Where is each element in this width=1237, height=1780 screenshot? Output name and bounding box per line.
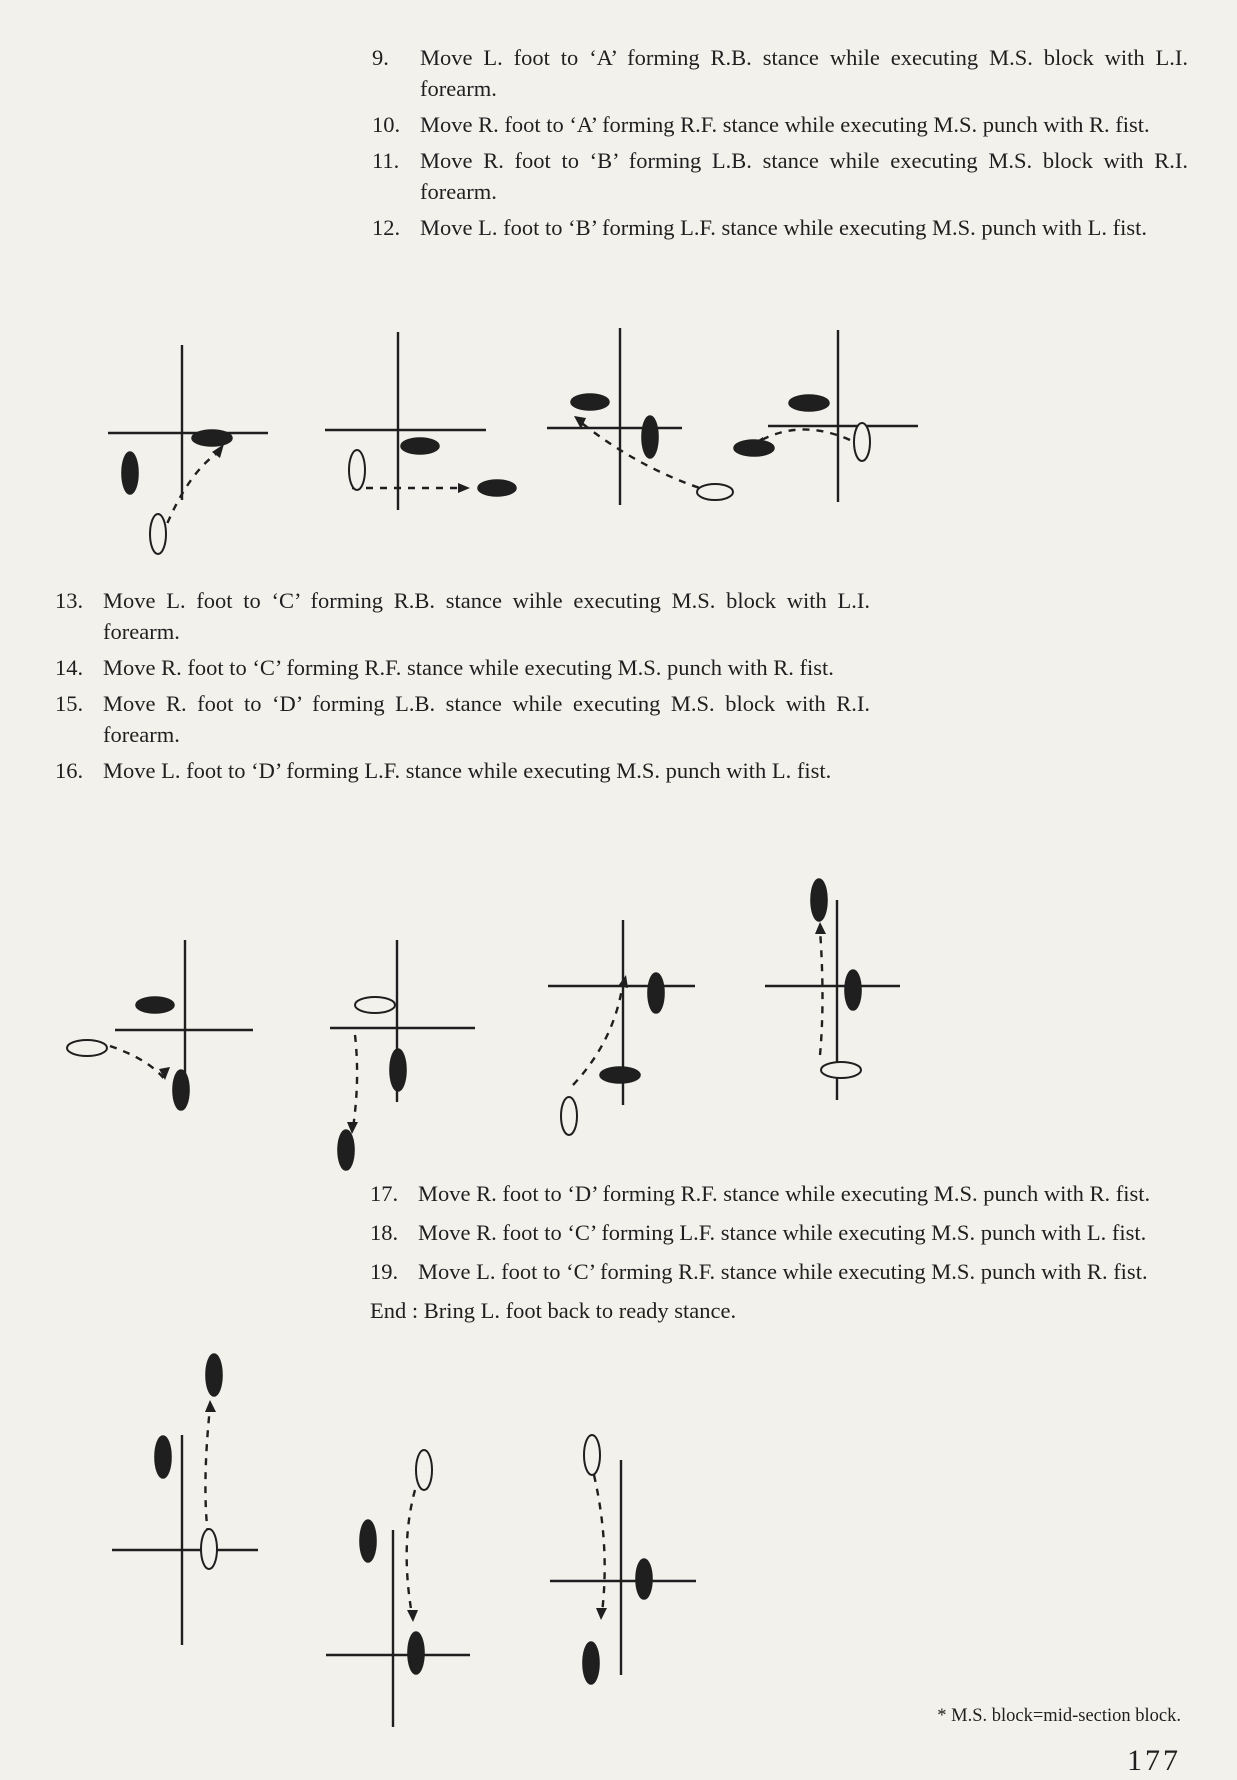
step-item (370, 1217, 1182, 1248)
step-number: 13. (55, 588, 84, 613)
step-text: Move R. foot to ‘D’ forming L.B. stance while executing M.S. block with R.I. forearm. (103, 691, 870, 747)
step-number: 19. (370, 1259, 399, 1284)
step-item (55, 585, 870, 647)
step-text: Move L. foot to ‘C’ forming R.F. stance while executing M.S. punch with R. fist. (418, 1259, 1148, 1284)
diagram-row-1 (100, 340, 940, 565)
step-text: Move R. foot to ‘C’ forming R.F. stance while executing M.S. punch with R. fist. (103, 655, 834, 680)
step-list-9-12 (372, 42, 1188, 248)
step-item (55, 652, 870, 683)
diagram-row-3 (110, 1345, 710, 1735)
step-number: 9. (372, 45, 389, 70)
footprint-icons (136, 879, 861, 1170)
step-number: 15. (55, 691, 84, 716)
step-item (370, 1256, 1182, 1287)
step-text: Move L. foot to ‘B’ forming L.F. stance while executing M.S. punch with L. fist. (420, 215, 1148, 240)
step-number: 18. (370, 1220, 399, 1245)
footprint-icons (155, 1354, 652, 1684)
step-item (55, 755, 870, 786)
step-number: 17. (370, 1181, 399, 1206)
step-list-13-16 (55, 585, 870, 791)
end-instruction: End : Bring L. foot back to ready stance. (370, 1298, 737, 1323)
step-text: Move R. foot to ‘B’ forming L.B. stance while executing M.S. block with R.I. forearm. (420, 148, 1188, 204)
footprint-icons (122, 394, 829, 496)
step-text: Move L. foot to ‘D’ forming L.F. stance while executing M.S. punch with L. fist. (103, 758, 832, 783)
step-number: 16. (55, 758, 84, 783)
step-item (55, 688, 870, 750)
step-number: 11. (372, 148, 400, 173)
footnote: * M.S. block=mid-section block. (937, 1706, 1181, 1726)
page-number: 177 (1127, 1744, 1181, 1777)
step-item (370, 1178, 1182, 1209)
step-text: Move R. foot to ‘C’ forming L.F. stance while executing M.S. punch with L. fist. (418, 1220, 1147, 1245)
step-item (372, 42, 1188, 104)
step-item (372, 212, 1188, 243)
footwork-diagram-row-3 (110, 1345, 710, 1735)
footprint-outline-icons (201, 1435, 600, 1569)
footwork-diagram-row-1 (100, 340, 940, 565)
footwork-diagram-row-2 (55, 870, 915, 1180)
step-text: Move L. foot to ‘A’ forming R.B. stance while executing M.S. block with L.I. forearm. (420, 45, 1188, 101)
step-number: 14. (55, 655, 84, 680)
step-item (372, 145, 1188, 207)
step-text: Move R. foot to ‘D’ forming R.F. stance while executing M.S. punch with R. fist. (418, 1181, 1151, 1206)
step-text: Move R. foot to ‘A’ forming R.F. stance while executing M.S. punch with R. fist. (420, 112, 1150, 137)
step-list-17-end (370, 1178, 1182, 1326)
step-item (372, 109, 1188, 140)
step-number: 10. (372, 112, 401, 137)
diagram-row-2 (55, 870, 915, 1180)
step-text: Move L. foot to ‘C’ forming R.B. stance wihle executing M.S. block with L.I. forearm. (103, 588, 870, 644)
step-number: 12. (372, 215, 401, 240)
